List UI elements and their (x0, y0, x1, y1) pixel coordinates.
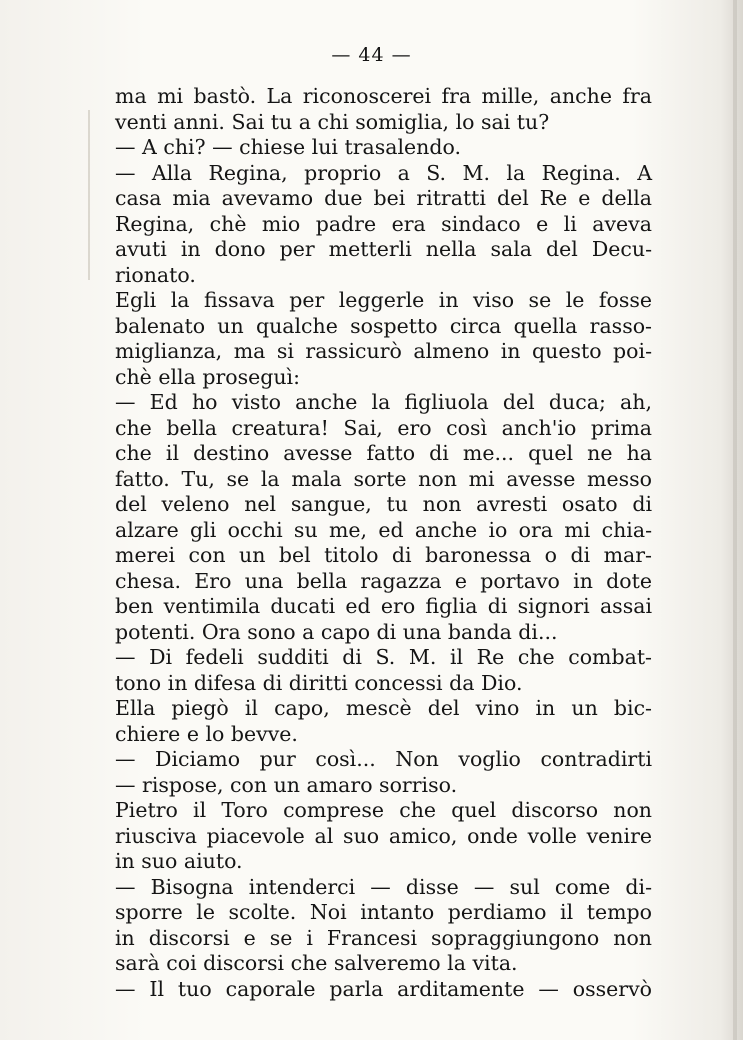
body-text (115, 84, 652, 1002)
text-line: fatto. Tu, se la mala sorte non mi avesse messo (115, 466, 652, 491)
text-line: chesa. Ero una bella ragazza e portavo in dote (115, 568, 652, 593)
text-line: ma mi bastò. La riconoscerei fra mille, anche fra (115, 84, 652, 108)
text-line: in suo aiuto. (115, 849, 243, 873)
text-line: — Il tuo caporale parla arditamente — osservò (115, 976, 652, 1001)
margin-mark (88, 110, 90, 280)
text-line: sporre le scolte. Noi intanto perdiamo il tempo (115, 900, 652, 924)
text-line: — Alla Regina, proprio a S. M. la Regina. A (115, 160, 652, 185)
text-line: che il destino avesse fatto di me... quel ne ha (115, 441, 652, 465)
text-line: — Ed ho visto anche la figliuola del duca; ah, (115, 390, 652, 414)
text-line: Regina, chè mio padre era sindaco e li aveva (115, 211, 652, 236)
text-line: — A chi? — chiese lui trasalendo. (115, 135, 461, 159)
text-line: venti anni. Sai tu a chi somiglia, lo sai tu? (115, 109, 550, 134)
text-line: in discorsi e se i Francesi sopraggiungono non (115, 925, 652, 950)
text-line: Egli la fissava per leggerle in viso se le fosse (115, 288, 652, 312)
text-line: ben ventimila ducati ed ero figlia di signori assai (115, 594, 652, 618)
page-edge-shadow (733, 0, 737, 1040)
text-line: casa mia avevamo due bei ritratti del Re e della (115, 186, 652, 210)
text-line: del veleno nel sangue, tu non avresti osato di (115, 492, 652, 516)
text-line: che bella creatura! Sai, ero così anch'io prima (115, 415, 652, 440)
text-line: — rispose, con un amaro sorriso. (115, 772, 458, 797)
text-line: riusciva piacevole al suo amico, onde volle venire (115, 823, 652, 848)
text-line: sarà coi discorsi che salveremo la vita. (115, 951, 518, 975)
text-line: potenti. Ora sono a capo di una banda di... (115, 619, 558, 644)
text-line: — Di fedeli sudditi di S. M. il Re che combat- (115, 645, 652, 669)
page-number: — 44 — (331, 44, 412, 66)
text-line: merei con un bel titolo di baronessa o di mar- (115, 543, 652, 567)
text-line: rionato. (115, 262, 196, 287)
text-line: tono in difesa di diritti concessi da Dio. (115, 670, 523, 695)
text-line: balenato un qualche sospetto circa quella rasso- (115, 313, 652, 338)
text-line: avuti in dono per metterli nella sala del Decu- (115, 237, 652, 261)
text-line: — Bisogna intenderci — disse — sul come di- (115, 874, 652, 899)
text-line: chè ella proseguì: (115, 364, 301, 389)
text-line: Pietro il Toro comprese che quel discorso non (115, 798, 652, 822)
text-line: alzare gli occhi su me, ed anche io ora mi chia- (115, 517, 652, 542)
text-line: Ella piegò il capo, mescè del vino in un bic- (115, 696, 652, 720)
text-line: chiere e lo bevve. (115, 721, 298, 746)
text-line: — Diciamo pur così... Non voglio contradirti (115, 747, 652, 771)
text-line: miglianza, ma si rassicurò almeno in questo poi- (115, 339, 652, 363)
